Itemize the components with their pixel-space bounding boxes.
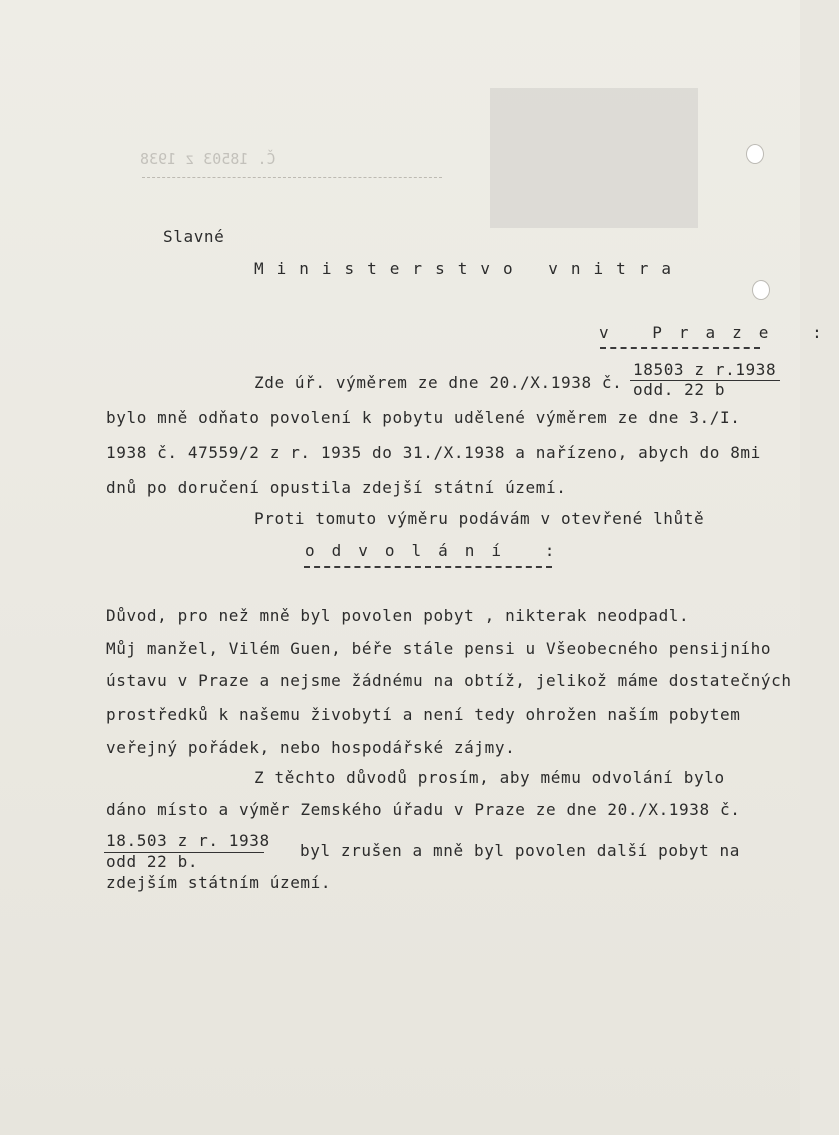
- second-reference-top: 18.503 z r. 1938: [106, 831, 270, 850]
- bleed-through-text: Č. 18503 z 1938: [140, 150, 276, 168]
- body-line-14: zdejším státním území.: [106, 873, 332, 892]
- body-line-12: dáno místo a výměr Zemského úřadu v Praze ze dne 20./X.1938 č.: [106, 800, 741, 819]
- body-line-4: dnů po doručení opustila zdejší státní území.: [106, 478, 567, 497]
- body-line-1: Zde úř. výměrem ze dne 20./X.1938 č.: [254, 373, 623, 392]
- body-line-2: bylo mně odňato povolení k pobytu udělené výměrem ze dne 3./I.: [106, 408, 741, 427]
- body-line-11: Z těchto důvodů prosím, aby mému odvolání bylo: [254, 768, 725, 787]
- body-line-6: Důvod, pro než mně byl povolen pobyt , nikterak neodpadl.: [106, 606, 690, 625]
- reference-number-top: 18503 z r.1938: [633, 360, 777, 379]
- appeal-heading: odvolání :: [305, 541, 572, 560]
- body-line-5: Proti tomuto výměru podávám v otevřené lhůtě: [254, 509, 705, 528]
- city-underline: [600, 347, 760, 349]
- second-reference-bottom: odd 22 b.: [106, 852, 199, 871]
- salutation: Slavné: [163, 227, 225, 246]
- body-line-10: veřejný pořádek, nebo hospodářské zájmy.: [106, 738, 516, 757]
- body-line-8: ústavu v Praze a nejsme žádnému na obtíž, jelikož máme dostatečných: [106, 671, 792, 690]
- punch-hole: [746, 144, 764, 164]
- addressee: Ministerstvo vnitra: [254, 259, 685, 278]
- faint-rule: [142, 177, 442, 178]
- reference-number-bottom: odd. 22 b: [633, 380, 726, 399]
- appeal-underline: [304, 566, 552, 568]
- body-line-13: byl zrušen a mně byl povolen další pobyt na: [300, 841, 741, 860]
- body-line-7: Můj manžel, Vilém Guen, béře stále pensi u Všeobecného pensijního: [106, 639, 772, 658]
- body-line-9: prostředků k našemu živobytí a není tedy ohrožen naším pobytem: [106, 705, 741, 724]
- stamp-patch: [490, 88, 698, 228]
- city: v Praze :: [599, 323, 839, 342]
- punch-hole: [752, 280, 770, 300]
- body-line-3: 1938 č. 47559/2 z r. 1935 do 31./X.1938 a nařízeno, abych do 8mi: [106, 443, 761, 462]
